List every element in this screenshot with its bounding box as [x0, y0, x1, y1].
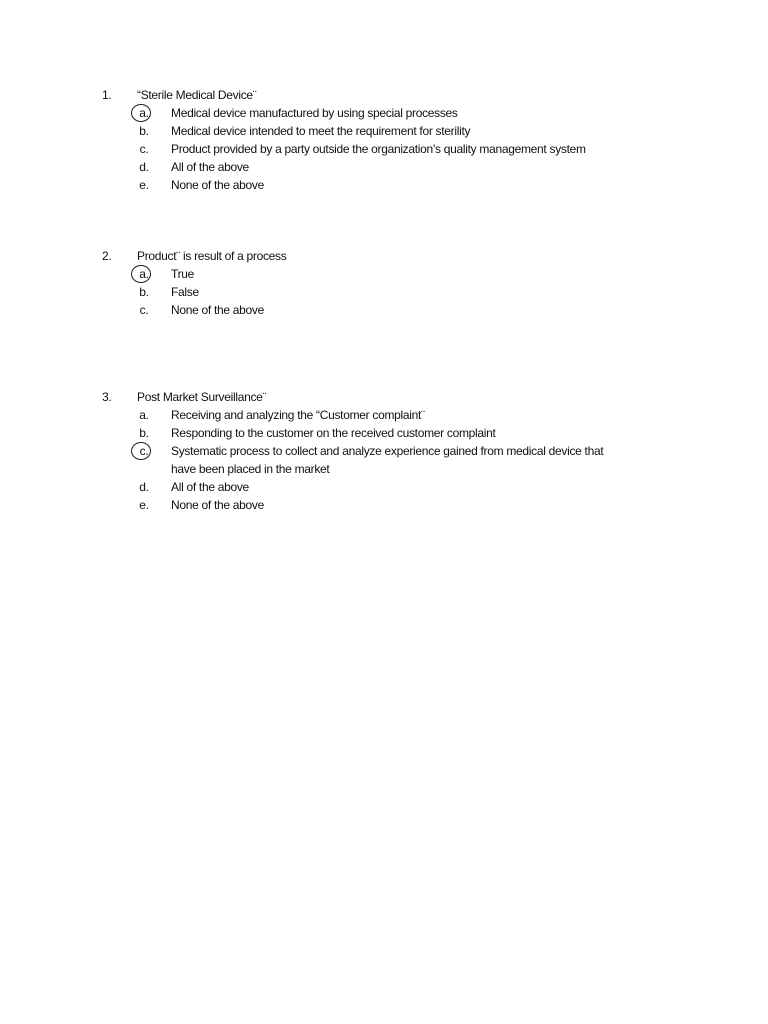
question-stem — [0, 247, 768, 265]
option-text: True — [171, 267, 195, 281]
option-text: None of the above — [171, 303, 264, 317]
option-item[interactable] — [0, 140, 768, 158]
option-item[interactable] — [0, 442, 768, 478]
option-text: None of the above — [171, 498, 264, 512]
question-text: “Sterile Medical Device¨ — [137, 88, 257, 102]
option-letter: c. — [139, 142, 149, 156]
option-text: Medical device intended to meet the requirement for sterility — [171, 124, 471, 138]
option-letter: c. — [139, 303, 149, 317]
option-item[interactable] — [0, 301, 768, 319]
option-letter: a. — [139, 408, 149, 422]
option-item[interactable] — [0, 478, 768, 496]
option-letter: e. — [139, 498, 149, 512]
option-item[interactable] — [0, 265, 768, 283]
option-item[interactable] — [0, 406, 768, 424]
option-item[interactable] — [0, 176, 768, 194]
question-3 — [0, 388, 768, 514]
option-text: All of the above — [171, 160, 249, 174]
option-text: Medical device manufactured by using special processes — [171, 106, 458, 120]
option-letter: b. — [139, 285, 149, 299]
question-1 — [0, 86, 768, 194]
option-text: Responding to the customer on the received customer complaint — [171, 426, 496, 440]
option-text: All of the above — [171, 480, 249, 494]
option-letter-circled: c. — [137, 442, 151, 460]
question-number: 1. — [102, 88, 112, 102]
option-text: Systematic process to collect and analyze experience gained from medical device that have been placed in the market — [171, 444, 604, 476]
question-2 — [0, 247, 768, 319]
question-stem — [0, 388, 768, 406]
option-item[interactable] — [0, 122, 768, 140]
option-item[interactable] — [0, 104, 768, 122]
option-letter-circled: a. — [137, 265, 151, 283]
option-letter: e. — [139, 178, 149, 192]
option-letter: d. — [139, 160, 149, 174]
option-text: Product provided by a party outside the organization’s quality management system — [171, 142, 586, 156]
option-letter: d. — [139, 480, 149, 494]
question-number: 2. — [102, 249, 112, 263]
question-text: Product¨ is result of a process — [137, 249, 287, 263]
option-text: False — [171, 285, 199, 299]
option-letter: b. — [139, 426, 149, 440]
question-text: Post Market Surveillance¨ — [137, 390, 267, 404]
option-item[interactable] — [0, 496, 768, 514]
option-text: Receiving and analyzing the “Customer complaint¨ — [171, 408, 425, 422]
option-letter: b. — [139, 124, 149, 138]
option-letter-circled: a. — [137, 104, 151, 122]
question-number: 3. — [102, 390, 112, 404]
option-item[interactable] — [0, 283, 768, 301]
option-item[interactable] — [0, 424, 768, 442]
option-text: None of the above — [171, 178, 264, 192]
question-stem — [0, 86, 768, 104]
option-item[interactable] — [0, 158, 768, 176]
